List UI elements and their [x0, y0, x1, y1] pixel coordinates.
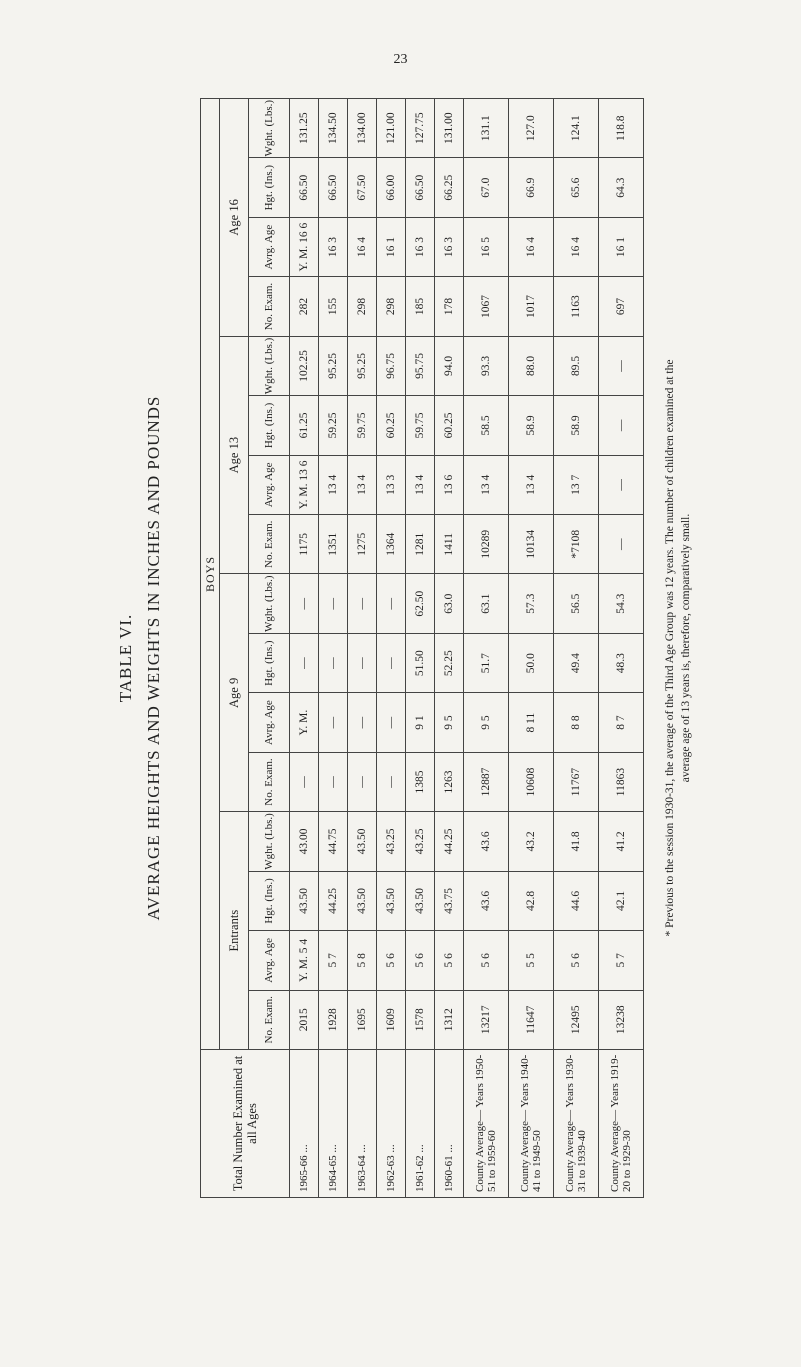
- table-cell: 5 6: [554, 931, 599, 990]
- column-header: Wght. (Lbs.): [249, 574, 290, 633]
- column-header: No. Exam.: [249, 990, 290, 1049]
- table-cell: 64.3: [599, 158, 644, 217]
- table-cell: 16 1: [599, 217, 644, 276]
- table-cell: 127.75: [406, 99, 435, 158]
- table-cell: 1351: [319, 515, 348, 574]
- table-cell: —: [348, 633, 377, 692]
- table-row: [554, 99, 599, 1198]
- table-cell: 62.50: [406, 574, 435, 633]
- table-cell: 131.00: [435, 99, 464, 158]
- table-cell: 9 5: [464, 693, 509, 752]
- column-header: No. Exam.: [249, 752, 290, 811]
- column-header: No. Exam.: [249, 277, 290, 336]
- table-cell: 1578: [406, 990, 435, 1049]
- table-cell: —: [319, 633, 348, 692]
- row-label: 1965-66 ...: [290, 1050, 319, 1198]
- table-cell: —: [290, 752, 319, 811]
- table-cell: 44.6: [554, 871, 599, 930]
- table-cell: —: [319, 752, 348, 811]
- table-cell: 5 5: [509, 931, 554, 990]
- table-cell: Y. M.: [290, 693, 319, 752]
- table-cell: 16 3: [319, 217, 348, 276]
- table-cell: —: [290, 574, 319, 633]
- table-cell: 66.00: [377, 158, 406, 217]
- table-cell: 16 4: [348, 217, 377, 276]
- table-cell: 65.6: [554, 158, 599, 217]
- table-cell: 49.4: [554, 633, 599, 692]
- table-cell: 118.8: [599, 99, 644, 158]
- table-cell: 8 8: [554, 693, 599, 752]
- table-cell: 134.00: [348, 99, 377, 158]
- table-row: [319, 99, 348, 1198]
- table-cell: 298: [348, 277, 377, 336]
- row-label: County Average— Years 1919-20 to 1929-30: [599, 1050, 644, 1198]
- table-cell: 44.25: [435, 812, 464, 871]
- table-cell: 54.3: [599, 574, 644, 633]
- table-cell: —: [348, 574, 377, 633]
- table-cell: 58.9: [554, 396, 599, 455]
- table-cell: 8 7: [599, 693, 644, 752]
- column-header: Hgt. (Ins.): [249, 158, 290, 217]
- table-cell: 131.25: [290, 99, 319, 158]
- table-cell: 13 4: [348, 455, 377, 514]
- table-cell: 697: [599, 277, 644, 336]
- table-cell: 1695: [348, 990, 377, 1049]
- column-header: No. Exam.: [249, 515, 290, 574]
- table-cell: 43.6: [464, 871, 509, 930]
- table-cell: 13217: [464, 990, 509, 1049]
- table-cell: 95.25: [348, 336, 377, 395]
- table-cell: 13 3: [377, 455, 406, 514]
- row-label: County Average— Years 1940-41 to 1949-50: [509, 1050, 554, 1198]
- table-cell: 58.9: [509, 396, 554, 455]
- table-cell: 96.75: [377, 336, 406, 395]
- table-cell: 67.0: [464, 158, 509, 217]
- table-cell: 298: [377, 277, 406, 336]
- table-cell: 66.9: [509, 158, 554, 217]
- table-cell: 61.25: [290, 396, 319, 455]
- table-cell: 1385: [406, 752, 435, 811]
- column-header: Wght. (Lbs.): [249, 336, 290, 395]
- table-cell: 66.50: [406, 158, 435, 217]
- table-cell: 1281: [406, 515, 435, 574]
- table-container: [200, 98, 644, 1198]
- table-cell: 155: [319, 277, 348, 336]
- group-header: Age 13: [220, 336, 249, 574]
- table-cell: —: [290, 633, 319, 692]
- table-cell: 44.25: [319, 871, 348, 930]
- table-cell: —: [599, 396, 644, 455]
- table-cell: 56.5: [554, 574, 599, 633]
- column-header: Wght. (Lbs.): [249, 99, 290, 158]
- table-cell: —: [348, 693, 377, 752]
- table-cell: 178: [435, 277, 464, 336]
- table-cell: —: [319, 693, 348, 752]
- table-cell: 134.50: [319, 99, 348, 158]
- table-cell: —: [319, 574, 348, 633]
- table-cell: 2015: [290, 990, 319, 1049]
- table-cell: 43.50: [348, 812, 377, 871]
- table-cell: 1364: [377, 515, 406, 574]
- table-cell: 1411: [435, 515, 464, 574]
- table-cell: 13 4: [406, 455, 435, 514]
- table-cell: 102.25: [290, 336, 319, 395]
- table-subtitle: AVERAGE HEIGHTS AND WEIGHTS IN INCHES AND POUNDS: [144, 395, 163, 921]
- table-cell: 66.50: [319, 158, 348, 217]
- table-row: [599, 99, 644, 1198]
- table-cell: —: [377, 633, 406, 692]
- table-cell: —: [348, 752, 377, 811]
- table-cell: 11767: [554, 752, 599, 811]
- table-cell: 52.25: [435, 633, 464, 692]
- table-cell: *7108: [554, 515, 599, 574]
- table-cell: 1163: [554, 277, 599, 336]
- table-cell: 43.50: [377, 871, 406, 930]
- table-cell: 43.75: [435, 871, 464, 930]
- table-cell: 185: [406, 277, 435, 336]
- table-cell: 57.3: [509, 574, 554, 633]
- rotated-page-content: [108, 58, 748, 1258]
- column-header: Hgt. (Ins.): [249, 633, 290, 692]
- table-cell: 41.2: [599, 812, 644, 871]
- table-row: [435, 99, 464, 1198]
- table-cell: 1312: [435, 990, 464, 1049]
- table-row: [406, 99, 435, 1198]
- footnote-line-2: average age of 13 years is, therefore, comparatively small.: [680, 513, 692, 783]
- table-cell: 50.0: [509, 633, 554, 692]
- table-cell: 8 11: [509, 693, 554, 752]
- table-cell: —: [377, 752, 406, 811]
- boys-header: BOYS: [201, 99, 220, 1050]
- table-cell: 124.1: [554, 99, 599, 158]
- table-cell: 43.25: [406, 812, 435, 871]
- table-cell: 1263: [435, 752, 464, 811]
- row-label: 1962-63 ...: [377, 1050, 406, 1198]
- table-cell: 43.6: [464, 812, 509, 871]
- table-cell: 51.7: [464, 633, 509, 692]
- table-cell: 63.1: [464, 574, 509, 633]
- table-cell: —: [599, 336, 644, 395]
- table-cell: 11647: [509, 990, 554, 1049]
- table-cell: 12495: [554, 990, 599, 1049]
- row-label: 1963-64 ...: [348, 1050, 377, 1198]
- column-header: Wght. (Lbs.): [249, 812, 290, 871]
- table-cell: 60.25: [377, 396, 406, 455]
- table-cell: 16 4: [554, 217, 599, 276]
- table-row: [348, 99, 377, 1198]
- column-header: Hgt. (Ins.): [249, 871, 290, 930]
- table-cell: —: [377, 574, 406, 633]
- table-cell: 43.00: [290, 812, 319, 871]
- table-cell: Y. M. 5 4: [290, 931, 319, 990]
- table-cell: 88.0: [509, 336, 554, 395]
- column-header: Avrg. Age: [249, 693, 290, 752]
- table-cell: Y. M. 13 6: [290, 455, 319, 514]
- table-cell: 43.50: [290, 871, 319, 930]
- group-header: Age 16: [220, 99, 249, 337]
- table-cell: 94.0: [435, 336, 464, 395]
- table-cell: —: [377, 693, 406, 752]
- table-cell: 11863: [599, 752, 644, 811]
- table-cell: 1275: [348, 515, 377, 574]
- table-cell: 59.75: [406, 396, 435, 455]
- table-cell: 63.0: [435, 574, 464, 633]
- table-cell: 1067: [464, 277, 509, 336]
- footnote: [662, 98, 694, 1198]
- table-cell: 13238: [599, 990, 644, 1049]
- table-cell: 43.2: [509, 812, 554, 871]
- table-cell: 89.5: [554, 336, 599, 395]
- page-number: 23: [393, 52, 408, 67]
- table-cell: 13 6: [435, 455, 464, 514]
- table-cell: 13 4: [464, 455, 509, 514]
- table-cell: 10608: [509, 752, 554, 811]
- table-cell: 5 7: [599, 931, 644, 990]
- row-label: 1960-61 ...: [435, 1050, 464, 1198]
- table-cell: 1175: [290, 515, 319, 574]
- table-cell: 16 4: [509, 217, 554, 276]
- table-cell: 5 6: [406, 931, 435, 990]
- table-cell: 13 4: [319, 455, 348, 514]
- table-cell: 43.50: [406, 871, 435, 930]
- table-cell: 131.1: [464, 99, 509, 158]
- table-row: [464, 99, 509, 1198]
- table-cell: 48.3: [599, 633, 644, 692]
- table-cell: 95.75: [406, 336, 435, 395]
- column-header: Avrg. Age: [249, 455, 290, 514]
- row-label: 1964-65 ...: [319, 1050, 348, 1198]
- table-title: TABLE VI.: [116, 613, 135, 703]
- table-cell: 16 1: [377, 217, 406, 276]
- table-cell: 42.8: [509, 871, 554, 930]
- table-cell: 43.25: [377, 812, 406, 871]
- column-header: Avrg. Age: [249, 931, 290, 990]
- column-header: Hgt. (Ins.): [249, 396, 290, 455]
- table-cell: 5 8: [348, 931, 377, 990]
- table-cell: 43.50: [348, 871, 377, 930]
- table-cell: 16 5: [464, 217, 509, 276]
- table-cell: —: [599, 455, 644, 514]
- table-cell: 66.25: [435, 158, 464, 217]
- table-cell: 9 5: [435, 693, 464, 752]
- table-cell: 59.25: [319, 396, 348, 455]
- table-cell: 51.50: [406, 633, 435, 692]
- column-header: Avrg. Age: [249, 217, 290, 276]
- table-cell: 10134: [509, 515, 554, 574]
- table-cell: 41.8: [554, 812, 599, 871]
- footnote-line-1: * Previous to the session 1930-31, the average of the Third Age Group was 12 years. The number of children examined at the: [664, 359, 676, 937]
- row-label: County Average— Years 1930-31 to 1939-40: [554, 1050, 599, 1198]
- corner-header: Total Number Examined at all Ages: [201, 1050, 290, 1198]
- table-cell: Y. M. 16 6: [290, 217, 319, 276]
- table-cell: 5 6: [464, 931, 509, 990]
- group-header: Entrants: [220, 812, 249, 1050]
- table-cell: 58.5: [464, 396, 509, 455]
- table-cell: 5 7: [319, 931, 348, 990]
- table-cell: 66.50: [290, 158, 319, 217]
- row-label: 1961-62 ...: [406, 1050, 435, 1198]
- table-cell: —: [599, 515, 644, 574]
- table-cell: 95.25: [319, 336, 348, 395]
- table-cell: 1017: [509, 277, 554, 336]
- table-cell: 44.75: [319, 812, 348, 871]
- table-cell: 13 4: [509, 455, 554, 514]
- table-cell: 42.1: [599, 871, 644, 930]
- table-cell: 5 6: [435, 931, 464, 990]
- table-cell: 16 3: [406, 217, 435, 276]
- table-cell: 67.50: [348, 158, 377, 217]
- table-cell: 1609: [377, 990, 406, 1049]
- table-cell: 93.3: [464, 336, 509, 395]
- table-row: [290, 99, 319, 1198]
- table-cell: 1928: [319, 990, 348, 1049]
- row-label: County Average— Years 1950-51 to 1959-60: [464, 1050, 509, 1198]
- table-cell: 13 7: [554, 455, 599, 514]
- table-cell: 127.0: [509, 99, 554, 158]
- table-row: [377, 99, 406, 1198]
- group-header: Age 9: [220, 574, 249, 812]
- table-cell: 12887: [464, 752, 509, 811]
- heights-weights-table: [200, 98, 644, 1198]
- table-cell: 60.25: [435, 396, 464, 455]
- table-cell: 282: [290, 277, 319, 336]
- table-cell: 59.75: [348, 396, 377, 455]
- table-cell: 10289: [464, 515, 509, 574]
- table-cell: 121.00: [377, 99, 406, 158]
- table-cell: 9 1: [406, 693, 435, 752]
- table-cell: 5 6: [377, 931, 406, 990]
- table-cell: 16 3: [435, 217, 464, 276]
- table-row: [509, 99, 554, 1198]
